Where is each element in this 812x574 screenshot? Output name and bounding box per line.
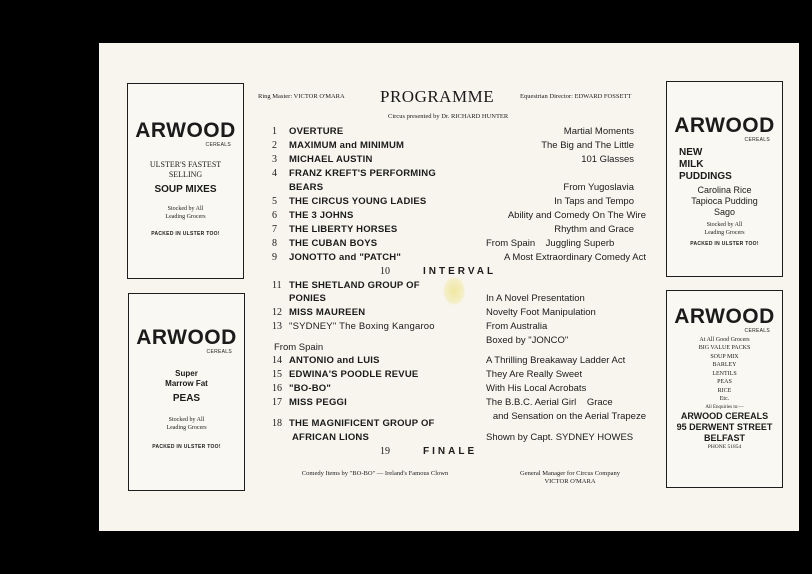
act-description: Shown by Capt. SYDNEY HOWES	[486, 432, 634, 443]
act-name: THE CIRCUS YOUNG LADIES	[289, 196, 427, 207]
item-number: 11	[272, 280, 282, 291]
ad-item: SOUP MIX	[710, 353, 739, 360]
act-description: From Yugoslavia	[563, 182, 634, 193]
item-number: 18	[272, 418, 282, 429]
item-number: 9	[272, 252, 277, 263]
ad-line: SELLING	[168, 170, 203, 179]
item-number: 17	[272, 397, 282, 408]
item-number: 16	[272, 383, 282, 394]
ad-product: PEAS	[172, 393, 201, 404]
act-name: MISS MAUREEN	[289, 307, 366, 318]
act-description: A Most Extraordinary Comedy Act	[503, 252, 646, 263]
ad-line: PUDDINGS	[679, 171, 732, 182]
act-description: Martial Moments	[563, 126, 634, 137]
act-name: ANTONIO and LUIS	[289, 355, 380, 366]
item-number: 15	[272, 369, 282, 380]
item-number: 13	[272, 321, 282, 332]
item-number: 6	[272, 210, 277, 221]
item-number: 12	[272, 307, 282, 318]
ad-line: MILK	[679, 159, 704, 170]
ad-stocked: Stocked by All	[167, 206, 204, 212]
ad-grocers: Leading Grocers	[166, 425, 207, 431]
item-number: 4	[272, 168, 277, 179]
item-number: 7	[272, 224, 277, 235]
act-origin: From Spain	[274, 342, 324, 353]
equestrian-director: Equestrian Director: EDWARD FOSSETT	[520, 93, 632, 100]
act-name: PONIES	[289, 293, 327, 304]
act-description: From Australia	[486, 321, 548, 332]
act-description: From Spain Juggling Superb	[486, 238, 615, 249]
ad-packed: PACKED IN ULSTER TOO!	[690, 241, 759, 247]
ad-item: Etc.	[719, 396, 730, 402]
ad-stocked: Stocked by All	[168, 417, 205, 423]
ad-grocers: Leading Grocers	[165, 214, 206, 220]
act-description: 101 Glasses	[581, 154, 634, 165]
presented-by: Circus presented by Dr. RICHARD HUNTER	[388, 113, 509, 120]
act-description: In A Novel Presentation	[486, 293, 585, 304]
ad-phone: PHONE 51854	[707, 443, 742, 450]
ring-master: Ring Master: VICTOR O'MARA	[258, 93, 345, 100]
act-name: FRANZ KREFT'S PERFORMING	[289, 168, 436, 179]
act-description: They Are Really Sweet	[486, 369, 583, 380]
manager-title: General Manager for Circus Company	[520, 470, 620, 477]
ad-brand: ARWOOD	[674, 114, 775, 137]
act-name: "SYDNEY" The Boxing Kangaroo	[289, 321, 435, 332]
item-number: 10	[380, 266, 390, 277]
act-name: EDWINA'S POODLE REVUE	[289, 369, 419, 380]
ad-brand: ARWOOD	[135, 119, 236, 142]
act-description: Boxed by "JONCO"	[486, 335, 569, 346]
ad-item: PEAS	[717, 379, 732, 385]
ad-line: Sago	[713, 207, 736, 217]
ad-address: ARWOOD CEREALS	[680, 410, 769, 421]
ad-cereals: CEREALS	[206, 349, 232, 355]
act-name: JONOTTO and "PATCH"	[289, 252, 402, 263]
act-description: The Big and The Little	[541, 140, 634, 151]
page-title: PROGRAMME	[380, 87, 495, 106]
act-name: THE LIBERTY HORSES	[289, 224, 398, 235]
ad-brand: ARWOOD	[674, 305, 775, 328]
item-number: 5	[272, 196, 277, 207]
ad-cereals: CEREALS	[744, 328, 770, 334]
ad-item: BIG VALUE PACKS	[698, 345, 751, 351]
act-description: The B.B.C. Aerial Girl Grace	[486, 397, 613, 408]
ad-item: LENTILS	[712, 370, 737, 377]
item-number: 1	[272, 126, 277, 137]
item-number: 14	[272, 355, 282, 366]
ad-brand: ARWOOD	[136, 326, 237, 349]
ad-line: Marrow Fat	[165, 379, 208, 388]
ad-line: NEW	[679, 147, 703, 158]
act-name: OVERTURE	[289, 126, 344, 137]
ad-cereals: CEREALS	[205, 142, 231, 148]
ad-packed: PACKED IN ULSTER TOO!	[152, 444, 221, 450]
ad-line: Tapioca Pudding	[691, 196, 758, 206]
act-description: In Taps and Tempo	[554, 196, 634, 207]
general-manager	[505, 470, 635, 486]
ad-address: 95 DERWENT STREET	[676, 421, 773, 432]
ad-arwood-cereals-address	[666, 290, 783, 488]
paper-stain	[443, 277, 465, 305]
ad-milk-puddings	[666, 81, 783, 277]
act-name: MISS PEGGI	[289, 397, 347, 408]
act-name: BEARS	[289, 182, 324, 193]
ad-line: Carolina Rice	[697, 185, 752, 195]
act-name: THE SHETLAND GROUP OF	[289, 280, 420, 291]
ad-line: ULSTER'S FASTEST	[149, 160, 222, 169]
act-name: MAXIMUM and MINIMUM	[289, 140, 405, 151]
ad-stocked: Stocked by All	[706, 222, 743, 228]
ad-enquiries: All Enquiries to:—	[705, 404, 744, 410]
act-description: Rhythm and Grace	[554, 224, 634, 235]
comedy-credit: Comedy Items by "BO-BO" — Ireland's Famous Clown	[301, 470, 449, 477]
act-name: "BO-BO"	[289, 383, 332, 394]
ad-line: Super	[175, 369, 198, 378]
act-name: THE MAGNIFICENT GROUP OF	[289, 418, 435, 429]
ad-line: At All Good Grocers	[699, 337, 750, 343]
manager-name: VICTOR O'MARA	[544, 478, 596, 485]
ad-product: SOUP MIXES	[154, 184, 217, 195]
act-name: THE 3 JOHNS	[289, 210, 354, 221]
item-number: 3	[272, 154, 277, 165]
act-name: MICHAEL AUSTIN	[289, 154, 373, 165]
act-description: and Sensation on the Aerial Trapeze	[492, 411, 646, 422]
act-description: Novelty Foot Manipulation	[486, 307, 596, 318]
ad-address: BELFAST	[703, 432, 745, 443]
item-number: 8	[272, 238, 277, 249]
interval-label: INTERVAL	[423, 266, 497, 277]
finale-label: FINALE	[423, 446, 478, 457]
ad-cereals: CEREALS	[744, 137, 770, 143]
ad-marrow-fat-peas	[128, 293, 245, 491]
act-description: Ability and Comedy On The Wire	[507, 210, 646, 221]
item-number: 2	[272, 140, 277, 151]
ad-packed: PACKED IN ULSTER TOO!	[151, 231, 220, 237]
item-number: 19	[380, 446, 390, 457]
act-description: With His Local Acrobats	[486, 383, 587, 394]
ad-item: RICE	[717, 387, 732, 394]
act-name: AFRICAN LIONS	[292, 432, 370, 443]
ad-item: BARLEY	[712, 362, 737, 368]
act-name: THE CUBAN BOYS	[289, 238, 378, 249]
ad-soup-mixes	[127, 83, 244, 279]
ad-grocers: Leading Grocers	[704, 230, 745, 236]
act-description: A Thrilling Breakaway Ladder Act	[486, 355, 626, 366]
